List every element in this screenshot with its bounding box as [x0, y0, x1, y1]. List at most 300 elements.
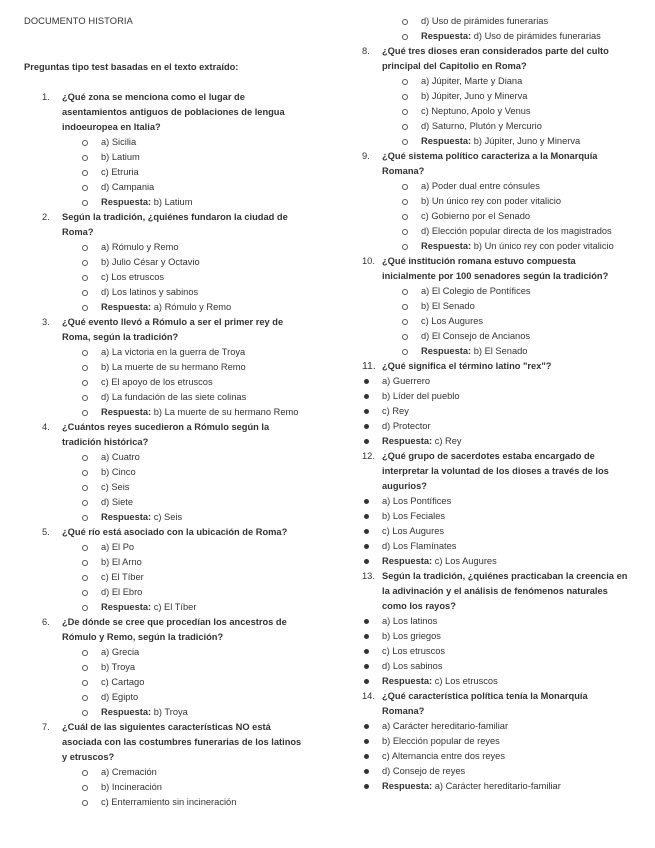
- question-line: ¿Qué sistema político caracteriza a la Monarquía: [382, 151, 598, 161]
- bullet-icon: [82, 275, 88, 281]
- bullet-icon: [364, 754, 369, 759]
- option-item: [24, 165, 324, 180]
- option-text: b) Incineración: [101, 782, 162, 792]
- option-item: [24, 150, 324, 165]
- bullet-icon: [364, 739, 369, 744]
- question-line: ¿Qué grupo de sacerdotes estaba encargado de: [382, 451, 595, 461]
- bullet-icon: [402, 244, 408, 250]
- answer-text: c) Los etruscos: [434, 676, 498, 686]
- option-item: [362, 539, 637, 554]
- option-list: [362, 284, 637, 359]
- question-line: ¿Qué evento llevó a Rómulo a ser el primer rey de: [62, 317, 284, 327]
- bullet-icon: [82, 605, 88, 611]
- option-item: [24, 360, 324, 375]
- option-list: [24, 240, 324, 315]
- option-text: a) El Colegio de Pontífices: [421, 286, 531, 296]
- bullet-icon: [402, 19, 408, 25]
- bullet-icon: [364, 499, 369, 504]
- answer-item: [24, 300, 324, 315]
- answer-item: [24, 705, 324, 720]
- bullet-icon: [82, 770, 88, 776]
- option-text: c) Los Augures: [382, 526, 445, 536]
- bullet-icon: [82, 170, 88, 176]
- question-line: ¿Qué característica política tenía la Monarquía: [382, 691, 588, 701]
- bullet-icon: [364, 424, 369, 429]
- question-line: Según la tradición, ¿quiénes practicaban la creencia en: [382, 571, 628, 581]
- option-text: a) Carácter hereditario-familiar: [382, 721, 509, 731]
- option-item: [24, 690, 324, 705]
- answer-text: c) El Tíber: [153, 602, 197, 612]
- answer-item: [362, 344, 637, 359]
- option-item: [24, 180, 324, 195]
- bullet-icon: [402, 319, 408, 325]
- answer-item: [362, 29, 637, 44]
- answer-text: c) Rey: [434, 436, 462, 446]
- answer-label: Respuesta:: [421, 346, 472, 356]
- bullet-icon: [82, 710, 88, 716]
- bullet-icon: [82, 500, 88, 506]
- question-item: [362, 689, 637, 794]
- question-line: ¿Cuál de las siguientes características NO está: [62, 722, 271, 732]
- right-column: [362, 14, 637, 794]
- bullet-icon: [82, 395, 88, 401]
- question-item: [362, 569, 637, 689]
- option-item: [362, 179, 637, 194]
- option-text: d) Protector: [382, 421, 431, 431]
- answer-item: [362, 674, 637, 689]
- bullet-icon: [402, 139, 408, 145]
- bullet-icon: [82, 380, 88, 386]
- option-item: [24, 540, 324, 555]
- option-text: c) Alternancia entre dos reyes: [382, 751, 505, 761]
- answer-item: [24, 195, 324, 210]
- question-item: [24, 315, 324, 420]
- bullet-icon: [82, 350, 88, 356]
- bullet-icon: [82, 785, 88, 791]
- question-number: 7.: [42, 722, 50, 732]
- bullet-icon: [364, 784, 369, 789]
- option-item: [24, 390, 324, 405]
- bullet-icon: [82, 545, 88, 551]
- bullet-icon: [364, 634, 369, 639]
- question-number: 9.: [362, 151, 370, 161]
- option-text: d) Los Flamínates: [382, 541, 457, 551]
- option-text: b) La muerte de su hermano Remo: [101, 362, 246, 372]
- answer-text: c) Los Augures: [434, 556, 497, 566]
- question-text: [382, 569, 637, 614]
- option-item: [24, 375, 324, 390]
- option-text: c) Gobierno por el Senado: [421, 211, 531, 221]
- option-item: [24, 780, 324, 795]
- bullet-icon: [402, 184, 408, 190]
- option-text: a) Guerrero: [382, 376, 431, 386]
- option-text: b) Los Feciales: [382, 511, 446, 521]
- answer-label: Respuesta:: [382, 781, 433, 791]
- answer-item: [24, 405, 324, 420]
- option-text: d) La fundación de las siete colinas: [101, 392, 247, 402]
- option-text: a) Los Pontífices: [382, 496, 452, 506]
- option-item: [24, 135, 324, 150]
- answer-label: Respuesta:: [101, 407, 152, 417]
- question-number: 1.: [42, 92, 50, 102]
- left-question-list: [24, 90, 324, 810]
- question-line: ¿Qué tres dioses eran considerados parte del culto: [382, 46, 609, 56]
- option-item: [362, 614, 637, 629]
- option-text: d) Elección popular directa de los magistrados: [421, 226, 612, 236]
- bullet-icon: [82, 290, 88, 296]
- question-line: la adivinación y el análisis de fenómenos naturales: [382, 586, 608, 596]
- option-item: [362, 509, 637, 524]
- question-line: augurios?: [382, 481, 427, 491]
- question-line: interpretar la voluntad de los dioses a través de los: [382, 466, 609, 476]
- answer-text: b) Latium: [153, 197, 193, 207]
- question-line: Romana?: [382, 706, 425, 716]
- option-item: [362, 14, 637, 29]
- bullet-icon: [82, 485, 88, 491]
- option-item: [362, 629, 637, 644]
- question-number: 8.: [362, 46, 370, 56]
- option-text: c) Enterramiento sin incineración: [101, 797, 237, 807]
- option-item: [24, 255, 324, 270]
- option-text: d) Los latinos y sabinos: [101, 287, 199, 297]
- answer-item: [362, 134, 637, 149]
- question-item: [362, 44, 637, 149]
- bullet-icon: [82, 515, 88, 521]
- question-item: [362, 359, 637, 449]
- answer-item: [24, 600, 324, 615]
- bullet-icon: [82, 260, 88, 266]
- option-item: [24, 495, 324, 510]
- bullet-icon: [82, 455, 88, 461]
- question-number: 4.: [42, 422, 50, 432]
- bullet-icon: [82, 185, 88, 191]
- question-line: y etruscos?: [62, 752, 115, 762]
- option-item: [362, 329, 637, 344]
- answer-item: [24, 510, 324, 525]
- option-item: [362, 734, 637, 749]
- option-item: [24, 450, 324, 465]
- option-item: [24, 240, 324, 255]
- question-number: 13.: [362, 571, 375, 581]
- option-list: [362, 74, 637, 149]
- answer-label: Respuesta:: [421, 136, 472, 146]
- question-line: tradición histórica?: [62, 437, 149, 447]
- answer-item: [362, 554, 637, 569]
- answer-text: b) Troya: [153, 707, 188, 717]
- bullet-icon: [402, 124, 408, 130]
- option-text: d) Uso de pirámides funerarias: [421, 16, 549, 26]
- option-item: [24, 675, 324, 690]
- question-number: 12.: [362, 451, 375, 461]
- answer-label: Respuesta:: [101, 602, 152, 612]
- bullet-icon: [82, 410, 88, 416]
- answer-label: Respuesta:: [382, 436, 433, 446]
- question-item: [362, 254, 637, 359]
- option-text: b) Líder del pueblo: [382, 391, 460, 401]
- option-text: a) Rómulo y Remo: [101, 242, 179, 252]
- question-text: [382, 149, 637, 179]
- question-number: 2.: [42, 212, 50, 222]
- question-text: [62, 615, 324, 645]
- answer-text: c) Seis: [153, 512, 183, 522]
- option-text: b) Troya: [101, 662, 136, 672]
- option-list: [24, 540, 324, 615]
- option-text: a) Cremación: [101, 767, 157, 777]
- option-item: [362, 299, 637, 314]
- option-item: [362, 719, 637, 734]
- bullet-icon: [82, 200, 88, 206]
- option-list: [362, 179, 637, 254]
- option-text: c) Neptuno, Apolo y Venus: [421, 106, 531, 116]
- question-line: ¿Qué significa el término latino "rex"?: [382, 361, 552, 371]
- bullet-icon: [402, 109, 408, 115]
- bullet-icon: [402, 214, 408, 220]
- question-item: [24, 210, 324, 315]
- question-item: [24, 720, 324, 810]
- question-item: [362, 149, 637, 254]
- option-item: [362, 74, 637, 89]
- option-list: [362, 614, 637, 689]
- question-text: [62, 525, 324, 540]
- option-text: a) La victoria en la guerra de Troya: [101, 347, 246, 357]
- option-text: a) Cuatro: [101, 452, 140, 462]
- bullet-icon: [364, 409, 369, 414]
- bullet-icon: [402, 79, 408, 85]
- option-text: c) Los etruscos: [382, 646, 446, 656]
- option-text: a) Grecia: [101, 647, 140, 657]
- option-text: d) Los sabinos: [382, 661, 443, 671]
- option-text: c) Los Augures: [421, 316, 484, 326]
- answer-text: b) El Senado: [473, 346, 528, 356]
- option-text: c) El apoyo de los etruscos: [101, 377, 213, 387]
- option-list: [362, 719, 637, 794]
- option-text: a) Los latinos: [382, 616, 438, 626]
- question-line: Rómulo y Remo, según la tradición?: [62, 632, 224, 642]
- option-item: [362, 389, 637, 404]
- question-item: [24, 615, 324, 720]
- answer-label: Respuesta:: [101, 707, 152, 717]
- question-number: 5.: [42, 527, 50, 537]
- option-list: [24, 345, 324, 420]
- question-text: [62, 315, 324, 345]
- question-line: principal del Capitolio en Roma?: [382, 61, 527, 71]
- option-text: b) Julio César y Octavio: [101, 257, 200, 267]
- bullet-icon: [364, 544, 369, 549]
- bullet-icon: [82, 305, 88, 311]
- bullet-icon: [364, 679, 369, 684]
- question-number: 11.: [362, 360, 376, 372]
- option-item: [362, 374, 637, 389]
- question-text: [382, 44, 637, 74]
- bullet-icon: [402, 229, 408, 235]
- option-item: [362, 404, 637, 419]
- answer-text: b) Un único rey con poder vitalicio: [473, 241, 614, 251]
- option-text: b) Elección popular de reyes: [382, 736, 500, 746]
- question-text: [382, 254, 637, 284]
- option-text: d) El Consejo de Ancianos: [421, 331, 531, 341]
- right-question-list: [362, 44, 637, 794]
- option-item: [24, 285, 324, 300]
- bullet-icon: [402, 94, 408, 100]
- answer-item: [362, 779, 637, 794]
- document-title: DOCUMENTO HISTORIA: [24, 16, 133, 26]
- bullet-icon: [82, 155, 88, 161]
- option-item: [24, 345, 324, 360]
- bullet-icon: [364, 394, 369, 399]
- answer-label: Respuesta:: [101, 302, 152, 312]
- option-text: c) Etruria: [101, 167, 139, 177]
- option-text: b) Los griegos: [382, 631, 441, 641]
- answer-text: a) Rómulo y Remo: [153, 302, 232, 312]
- question-item: [24, 90, 324, 210]
- answer-text: b) Júpiter, Juno y Minerva: [473, 136, 581, 146]
- option-list: [24, 645, 324, 720]
- question-line: ¿Cuántos reyes sucedieron a Rómulo según la: [62, 422, 270, 432]
- option-item: [362, 89, 637, 104]
- option-item: [362, 659, 637, 674]
- question-line: Roma, según la tradición?: [62, 332, 179, 342]
- option-text: b) Un único rey con poder vitalicio: [421, 196, 562, 206]
- option-item: [24, 660, 324, 675]
- option-text: a) El Po: [101, 542, 135, 552]
- option-item: [24, 585, 324, 600]
- option-text: d) Saturno, Plutón y Mercurio: [421, 121, 542, 131]
- question-number: 14.: [362, 691, 375, 701]
- option-item: [362, 494, 637, 509]
- left-column: [24, 14, 324, 810]
- question-item: [24, 420, 324, 525]
- question-number: 3.: [42, 317, 50, 327]
- answer-label: Respuesta:: [101, 197, 152, 207]
- option-text: d) Siete: [101, 497, 134, 507]
- answer-text: d) Uso de pirámides funerarias: [473, 31, 601, 41]
- bullet-icon: [364, 514, 369, 519]
- bullet-icon: [82, 245, 88, 251]
- bullet-icon: [402, 199, 408, 205]
- option-item: [24, 645, 324, 660]
- option-text: a) Júpiter, Marte y Diana: [421, 76, 523, 86]
- question-line: ¿Qué institución romana estuvo compuesta: [382, 256, 576, 266]
- option-text: b) Latium: [101, 152, 140, 162]
- question-text: [62, 90, 324, 135]
- option-item: [24, 270, 324, 285]
- question-line: Roma?: [62, 227, 94, 237]
- bullet-icon: [402, 334, 408, 340]
- option-text: d) Campania: [101, 182, 155, 192]
- bullet-icon: [364, 439, 369, 444]
- bullet-icon: [82, 695, 88, 701]
- option-text: b) Cinco: [101, 467, 136, 477]
- option-item: [362, 644, 637, 659]
- question-line: ¿Qué río está asociado con la ubicación de Roma?: [62, 527, 288, 537]
- question-text: [62, 420, 324, 450]
- bullet-icon: [82, 140, 88, 146]
- question-text: [382, 689, 637, 719]
- option-item: [24, 795, 324, 810]
- question-number: 10.: [362, 256, 375, 266]
- question-line: ¿Qué zona se menciona como el lugar de: [62, 92, 245, 102]
- question-line: como los rayos?: [382, 601, 456, 611]
- option-text: c) Cartago: [101, 677, 145, 687]
- question-line: asociada con las costumbres funerarias de los latinos: [62, 737, 302, 747]
- continued-options: [362, 14, 637, 44]
- option-list: [362, 494, 637, 569]
- answer-text: b) La muerte de su hermano Remo: [153, 407, 299, 417]
- option-text: a) Sicilia: [101, 137, 137, 147]
- option-text: d) El Ebro: [101, 587, 143, 597]
- option-item: [24, 480, 324, 495]
- option-text: b) El Senado: [421, 301, 475, 311]
- option-item: [362, 749, 637, 764]
- option-text: b) Júpiter, Juno y Minerva: [421, 91, 528, 101]
- option-item: [24, 570, 324, 585]
- option-item: [24, 765, 324, 780]
- bullet-icon: [402, 34, 408, 40]
- answer-item: [362, 239, 637, 254]
- option-item: [362, 194, 637, 209]
- option-list: [24, 450, 324, 525]
- bullet-icon: [402, 289, 408, 295]
- question-text: [382, 359, 637, 374]
- bullet-icon: [364, 529, 369, 534]
- option-list: [362, 374, 637, 449]
- question-line: ¿De dónde se cree que procedían los ancestros de: [62, 617, 287, 627]
- bullet-icon: [82, 665, 88, 671]
- question-line: Según la tradición, ¿quiénes fundaron la ciudad de: [62, 212, 288, 222]
- option-item: [362, 104, 637, 119]
- bullet-icon: [364, 664, 369, 669]
- intro-heading: Preguntas tipo test basadas en el texto extraído:: [24, 62, 239, 72]
- bullet-icon: [82, 800, 88, 806]
- answer-text: a) Carácter hereditario-familiar: [434, 781, 561, 791]
- bullet-icon: [402, 349, 408, 355]
- bullet-icon: [82, 365, 88, 371]
- option-text: c) El Tíber: [101, 572, 144, 582]
- bullet-icon: [364, 769, 369, 774]
- option-item: [24, 465, 324, 480]
- answer-label: Respuesta:: [101, 512, 152, 522]
- option-text: c) Los etruscos: [101, 272, 165, 282]
- bullet-icon: [82, 680, 88, 686]
- answer-item: [362, 434, 637, 449]
- option-item: [24, 555, 324, 570]
- question-line: Romana?: [382, 166, 425, 176]
- option-text: c) Rey: [382, 406, 409, 416]
- option-item: [362, 284, 637, 299]
- bullet-icon: [364, 559, 369, 564]
- bullet-icon: [82, 470, 88, 476]
- option-text: b) El Arno: [101, 557, 142, 567]
- question-item: [362, 449, 637, 569]
- question-line: inicialmente por 100 senadores según la tradición?: [382, 271, 609, 281]
- bullet-icon: [364, 649, 369, 654]
- answer-label: Respuesta:: [382, 676, 433, 686]
- question-number: 6.: [42, 617, 50, 627]
- question-text: [62, 720, 324, 765]
- option-item: [362, 764, 637, 779]
- answer-label: Respuesta:: [421, 31, 472, 41]
- option-text: a) Poder dual entre cónsules: [421, 181, 540, 191]
- option-text: d) Consejo de reyes: [382, 766, 466, 776]
- answer-label: Respuesta:: [382, 556, 433, 566]
- option-text: c) Seis: [101, 482, 130, 492]
- option-list: [24, 135, 324, 210]
- answer-label: Respuesta:: [421, 241, 472, 251]
- bullet-icon: [82, 590, 88, 596]
- option-text: d) Egipto: [101, 692, 139, 702]
- bullet-icon: [364, 619, 369, 624]
- option-item: [362, 209, 637, 224]
